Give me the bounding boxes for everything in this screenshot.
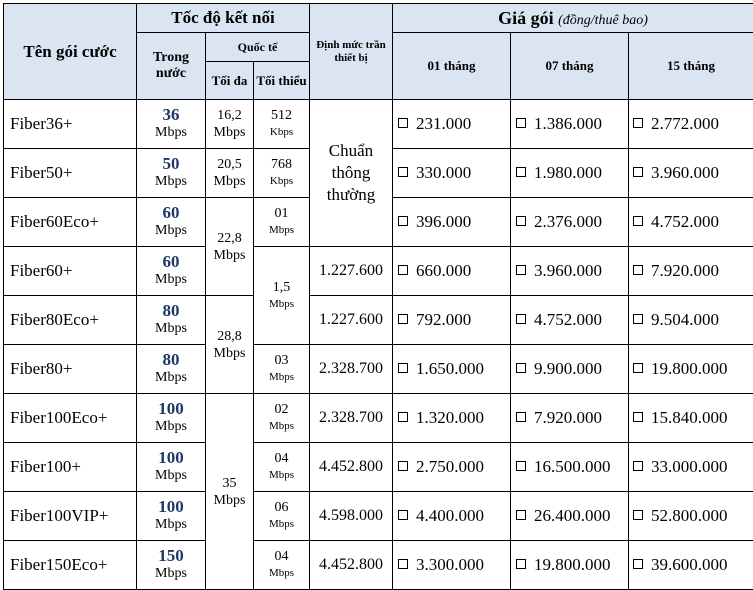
domestic-speed: 60 Mbps <box>137 198 206 247</box>
header-price-unit: (đồng/thuê bao) <box>558 12 648 28</box>
package-name: Fiber100VIP+ <box>4 492 137 541</box>
domestic-speed: 80 Mbps <box>137 345 206 394</box>
price-1-month: 3.300.000 <box>393 541 511 590</box>
package-name: Fiber100+ <box>4 443 137 492</box>
checkbox-icon <box>398 412 408 422</box>
checkbox-icon <box>398 167 408 177</box>
price-7-months: 7.920.000 <box>511 394 629 443</box>
header-package-name: Tên gói cước <box>4 4 137 100</box>
intl-min-speed: 1,5 Mbps <box>254 247 310 345</box>
price-15-months: 33.000.000 <box>629 443 753 492</box>
price-1-month: 231.000 <box>393 100 511 149</box>
intl-min-speed: 512 Kbps <box>254 100 310 149</box>
checkbox-icon <box>633 118 643 128</box>
intl-max-speed: 28,8 Mbps <box>206 296 254 394</box>
device-cap-standard: Chuẩn thông thường <box>310 100 393 247</box>
price-15-months: 7.920.000 <box>629 247 753 296</box>
price-1-month: 1.320.000 <box>393 394 511 443</box>
checkbox-icon <box>516 118 526 128</box>
package-name: Fiber80Eco+ <box>4 296 137 345</box>
price-15-months: 9.504.000 <box>629 296 753 345</box>
checkbox-icon <box>516 265 526 275</box>
header-device-cap: Định mức trần thiết bị <box>310 4 393 100</box>
checkbox-icon <box>516 167 526 177</box>
header-month-1: 01 tháng <box>393 33 511 100</box>
domestic-speed: 60 Mbps <box>137 247 206 296</box>
price-1-month: 330.000 <box>393 149 511 198</box>
header-price-label: Giá gói <box>498 7 554 28</box>
device-cap: 2.328.700 <box>310 394 393 443</box>
price-7-months: 1.386.000 <box>511 100 629 149</box>
price-1-month: 396.000 <box>393 198 511 247</box>
domestic-speed: 50 Mbps <box>137 149 206 198</box>
domestic-speed: 150 Mbps <box>137 541 206 590</box>
intl-min-speed: 02 Mbps <box>254 394 310 443</box>
package-name: Fiber100Eco+ <box>4 394 137 443</box>
price-1-month: 792.000 <box>393 296 511 345</box>
price-1-month: 1.650.000 <box>393 345 511 394</box>
checkbox-icon <box>516 314 526 324</box>
domestic-speed: 100 Mbps <box>137 492 206 541</box>
checkbox-icon <box>633 510 643 520</box>
device-cap: 4.598.000 <box>310 492 393 541</box>
package-name: Fiber50+ <box>4 149 137 198</box>
domestic-speed: 100 Mbps <box>137 394 206 443</box>
price-7-months: 1.980.000 <box>511 149 629 198</box>
checkbox-icon <box>516 559 526 569</box>
price-15-months: 15.840.000 <box>629 394 753 443</box>
device-cap: 4.452.800 <box>310 443 393 492</box>
price-15-months: 3.960.000 <box>629 149 753 198</box>
table-row <box>4 345 753 394</box>
intl-min-speed: 01 Mbps <box>254 198 310 247</box>
table-row <box>4 394 753 443</box>
checkbox-icon <box>398 216 408 226</box>
checkbox-icon <box>633 314 643 324</box>
checkbox-icon <box>633 216 643 226</box>
domestic-speed: 80 Mbps <box>137 296 206 345</box>
package-name: Fiber80+ <box>4 345 137 394</box>
price-15-months: 4.752.000 <box>629 198 753 247</box>
checkbox-icon <box>516 363 526 373</box>
device-cap: 2.328.700 <box>310 345 393 394</box>
pricing-table <box>3 3 753 590</box>
price-1-month: 2.750.000 <box>393 443 511 492</box>
intl-min-speed: 06 Mbps <box>254 492 310 541</box>
price-7-months: 4.752.000 <box>511 296 629 345</box>
checkbox-icon <box>516 412 526 422</box>
table-row <box>4 443 753 492</box>
domestic-speed: 36 Mbps <box>137 100 206 149</box>
checkbox-icon <box>398 510 408 520</box>
device-cap: 1.227.600 <box>310 296 393 345</box>
checkbox-icon <box>633 167 643 177</box>
header-month-15: 15 tháng <box>629 33 753 100</box>
header-max: Tối đa <box>206 62 254 100</box>
price-7-months: 19.800.000 <box>511 541 629 590</box>
header-speed: Tốc độ kết nối <box>137 4 310 33</box>
price-7-months: 16.500.000 <box>511 443 629 492</box>
header-international: Quốc tế <box>206 33 310 62</box>
package-name: Fiber150Eco+ <box>4 541 137 590</box>
checkbox-icon <box>633 265 643 275</box>
package-name: Fiber60Eco+ <box>4 198 137 247</box>
table-row <box>4 296 753 345</box>
checkbox-icon <box>516 510 526 520</box>
checkbox-icon <box>398 363 408 373</box>
checkbox-icon <box>633 461 643 471</box>
checkbox-icon <box>398 265 408 275</box>
price-1-month: 660.000 <box>393 247 511 296</box>
price-7-months: 3.960.000 <box>511 247 629 296</box>
price-15-months: 2.772.000 <box>629 100 753 149</box>
header-min: Tối thiểu <box>254 62 310 100</box>
checkbox-icon <box>516 461 526 471</box>
price-7-months: 2.376.000 <box>511 198 629 247</box>
price-7-months: 9.900.000 <box>511 345 629 394</box>
checkbox-icon <box>398 314 408 324</box>
intl-min-speed: 04 Mbps <box>254 443 310 492</box>
checkbox-icon <box>398 559 408 569</box>
price-15-months: 39.600.000 <box>629 541 753 590</box>
header-domestic: Trong nước <box>137 33 206 100</box>
table-row <box>4 541 753 590</box>
package-name: Fiber36+ <box>4 100 137 149</box>
package-name: Fiber60+ <box>4 247 137 296</box>
price-7-months: 26.400.000 <box>511 492 629 541</box>
price-15-months: 19.800.000 <box>629 345 753 394</box>
intl-max-speed: 20,5 Mbps <box>206 149 254 198</box>
checkbox-icon <box>398 461 408 471</box>
header-month-7: 07 tháng <box>511 33 629 100</box>
intl-max-speed: 16,2 Mbps <box>206 100 254 149</box>
intl-min-speed: 04 Mbps <box>254 541 310 590</box>
table-row <box>4 100 753 149</box>
checkbox-icon <box>633 559 643 569</box>
checkbox-icon <box>516 216 526 226</box>
header-price <box>393 4 753 33</box>
table-row <box>4 247 753 296</box>
intl-max-speed: 35 Mbps <box>206 394 254 590</box>
checkbox-icon <box>633 363 643 373</box>
intl-min-speed: 768 Kbps <box>254 149 310 198</box>
table-row <box>4 492 753 541</box>
device-cap: 1.227.600 <box>310 247 393 296</box>
intl-max-speed: 22,8 Mbps <box>206 198 254 296</box>
checkbox-icon <box>398 118 408 128</box>
price-1-month: 4.400.000 <box>393 492 511 541</box>
intl-min-speed: 03 Mbps <box>254 345 310 394</box>
device-cap: 4.452.800 <box>310 541 393 590</box>
domestic-speed: 100 Mbps <box>137 443 206 492</box>
checkbox-icon <box>633 412 643 422</box>
price-15-months: 52.800.000 <box>629 492 753 541</box>
